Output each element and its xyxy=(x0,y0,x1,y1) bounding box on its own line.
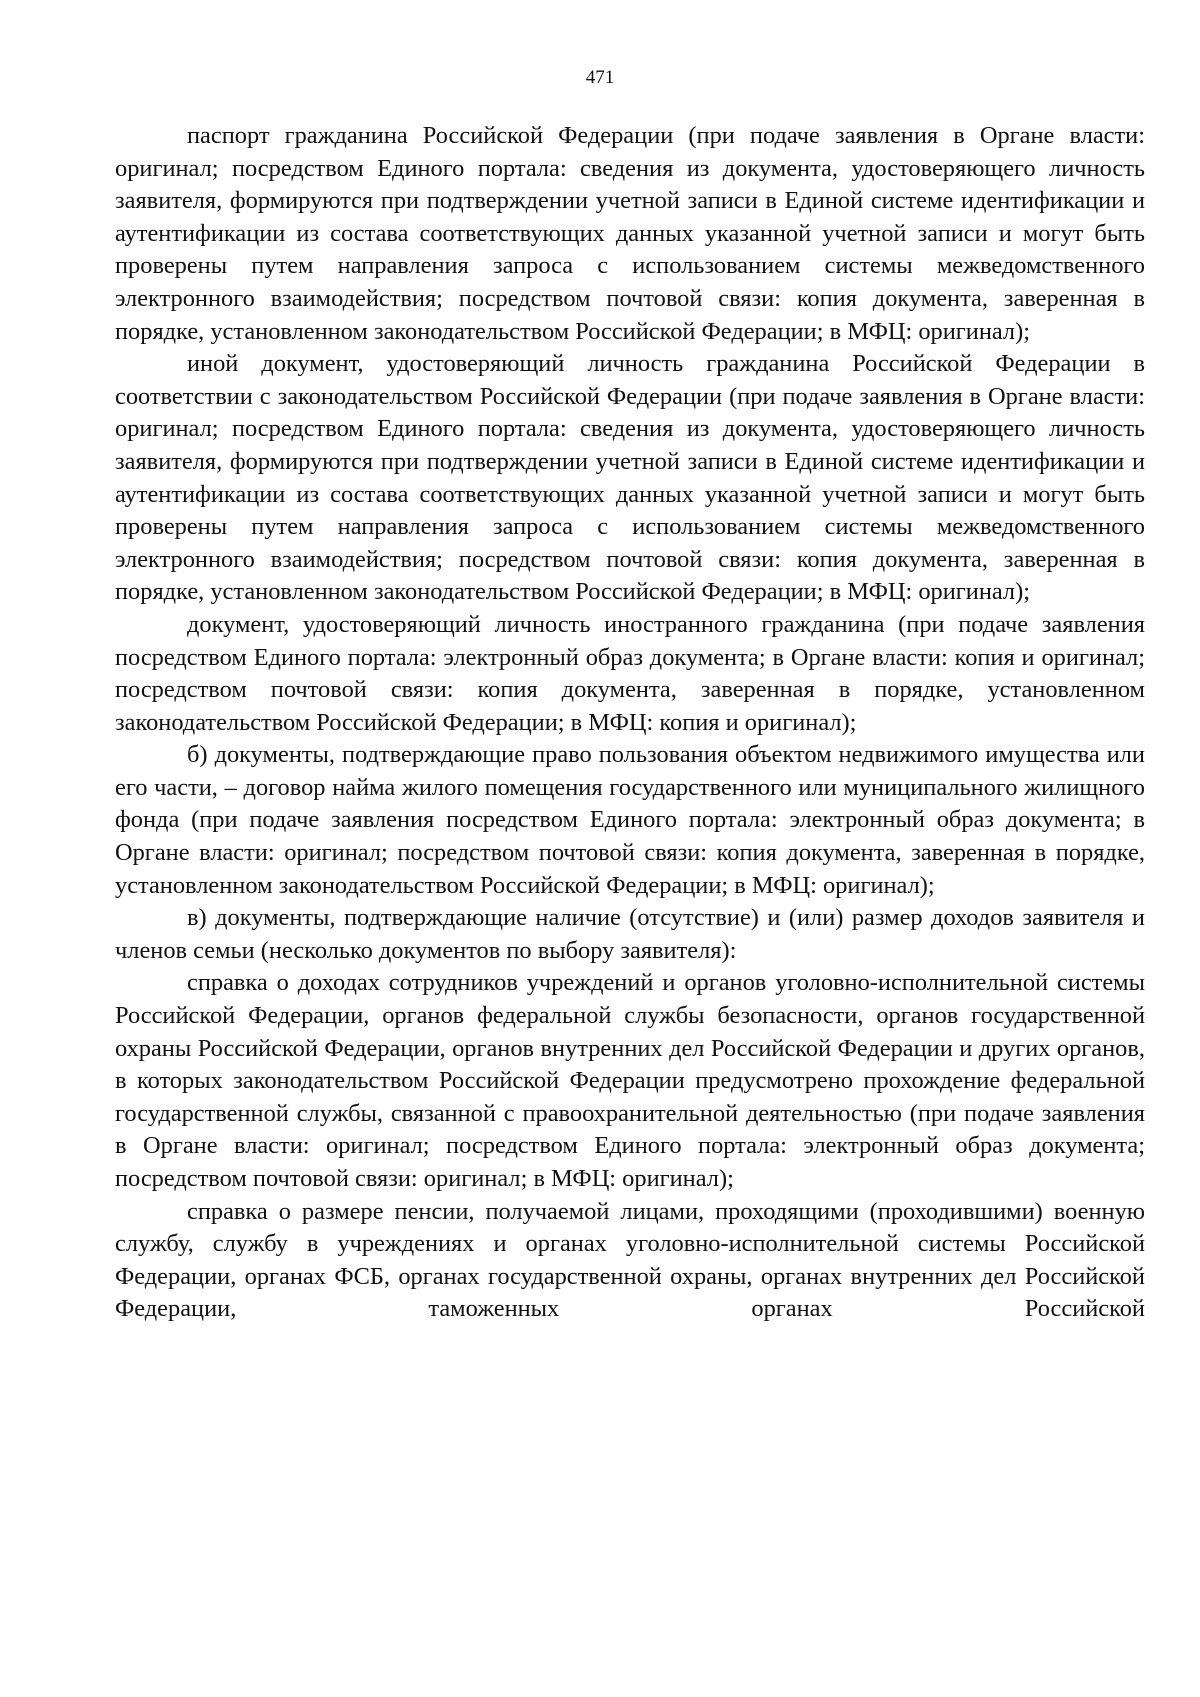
paragraph: б) документы, подтверждающие право пользования объектом недвижимого имущества или его части, – договор найма жилого помещения государственного или муниципального жилищного фонда (при подаче заявления посредством Единого портала: электронный образ документа; в Органе власти: оригинал; посредством почтовой связи: копия документа, заверенная в порядке, установленном законодательством Российской Федерации; в МФЦ: оригинал); xyxy=(115,741,1145,899)
paragraph: справка о доходах сотрудников учреждений и органов уголовно-исполнительной системы Российской Федерации, органов федеральной службы безопасности, органов государственной охраны Российской Федерации, органов внутренних дел Российской Федерации и других органов, в которых законодательством Российской Федерации предусмотрено прохождение федеральной государственной службы, связанной с правоохранительной деятельностью (при подаче заявления в Органе власти: оригинал; посредством Единого портала: электронный образ документа; посредством почтовой связи: оригинал; в МФЦ: оригинал); xyxy=(115,969,1145,1192)
document-body xyxy=(115,120,1145,1326)
paragraph: паспорт гражданина Российской Федерации (при подаче заявления в Органе власти: оригинал; посредством Единого портала: сведения из документа, удостоверяющего личность заявителя, формируются при подтверждении учетной записи в Единой системе идентификации и аутентификации из состава соответствующих данных указанной учетной записи и могут быть проверены путем направления запроса с использованием системы межведомственного электронного взаимодействия; посредством почтовой связи: копия документа, заверенная в порядке, установленном законодательством Российской Федерации; в МФЦ: оригинал); xyxy=(115,122,1145,345)
paragraph: иной документ, удостоверяющий личность гражданина Российской Федерации в соответствии с законодательством Российской Федерации (при подаче заявления в Органе власти: оригинал; посредством Единого портала: сведения из документа, удостоверяющего личность заявителя, формируются при подтверждении учетной записи в Единой системе идентификации и аутентификации из состава соответствующих данных указанной учетной записи и могут быть проверены путем направления запроса с использованием системы межведомственного электронного взаимодействия; посредством почтовой связи: копия документа, заверенная в порядке, установленном законодательством Российской Федерации; в МФЦ: оригинал); xyxy=(115,350,1145,606)
paragraph: справка о размере пенсии, получаемой лицами, проходящими (проходившими) военную службу, службу в учреждениях и органах уголовно-исполнительной системы Российской Федерации, органах ФСБ, органах государственной охраны, органах внутренних дел Российской Федерации, таможенных органах Российской xyxy=(115,1197,1145,1323)
paragraph: документ, удостоверяющий личность иностранного гражданина (при подаче заявления посредством Единого портала: электронный образ документа; в Органе власти: копия и оригинал; посредством почтовой связи: копия документа, заверенная в порядке, установленном законодательством Российской Федерации; в МФЦ: копия и оригинал); xyxy=(115,610,1145,736)
paragraph: в) документы, подтверждающие наличие (отсутствие) и (или) размер доходов заявителя и членов семьи (несколько документов по выбору заявителя): xyxy=(115,904,1145,964)
page-number: 471 xyxy=(585,67,615,88)
